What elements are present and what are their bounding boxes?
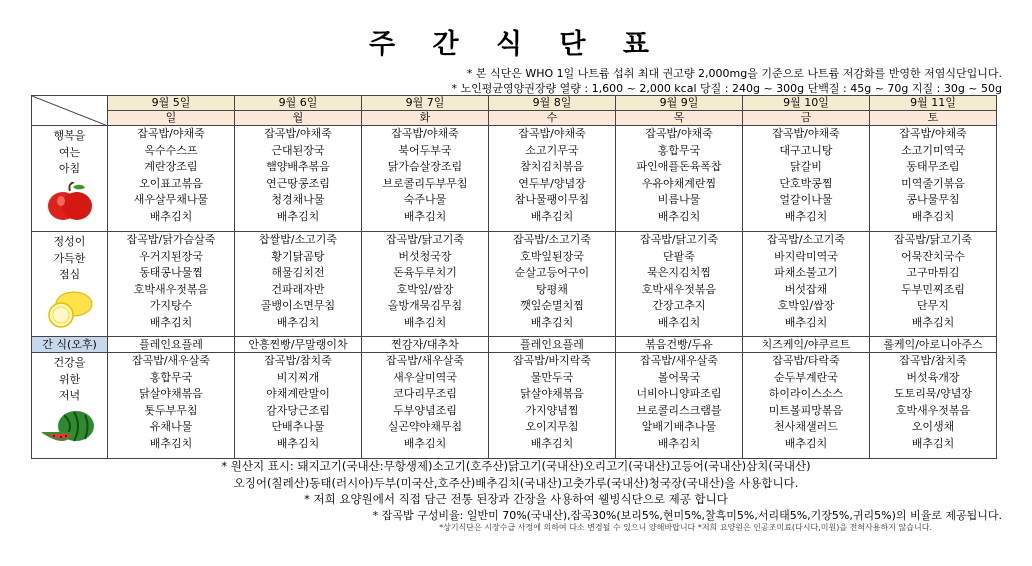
- nutrition-notice: * 노인평균영양권장량 열량 : 1,600 ~ 2,000 kcal 당질 : 240g ~ 300g 단백질 : 45g ~ 70g 지질 : 30g ~ 50g: [451, 82, 1002, 95]
- label-line: 가득한: [53, 251, 86, 265]
- menu-item: 연근땅콩조림: [266, 176, 330, 190]
- menu-item: 바지락미역국: [774, 249, 838, 263]
- snack-cell: 찐감자/대추차: [362, 337, 489, 353]
- menu-item: 잡곡밥/야채죽: [391, 127, 459, 140]
- menu-item: 소고기미역국: [901, 143, 965, 157]
- menu-item: 파인애플돈육폭찹: [636, 160, 722, 173]
- corner-cell: [32, 96, 108, 126]
- menu-item: 오이지무침: [525, 420, 579, 433]
- date-row: [32, 96, 997, 111]
- date-cell: 9월 11일: [870, 96, 997, 111]
- wellbeing-note: * 저희 요양원에서 직접 담근 전통 된장과 간장을 사용하여 웰빙식단으로 제공 합니다: [304, 492, 728, 506]
- menu-item: 고구마튀김: [906, 266, 960, 279]
- menu-cell: [489, 126, 616, 232]
- menu-cell: [362, 232, 489, 337]
- label-line: 점심: [58, 268, 81, 281]
- lunch-label: [32, 232, 108, 337]
- menu-item: 잡곡밥/새우살죽: [639, 354, 719, 367]
- menu-item: 두부민찌조림: [901, 282, 965, 296]
- weekly-menu-table: [31, 95, 997, 459]
- menu-item: 닭살야채볶음: [520, 387, 584, 400]
- menu-item: 닭살야채볶음: [139, 387, 203, 400]
- menu-item: 배추김치: [403, 436, 447, 450]
- menu-item: 단호박콩찜: [779, 176, 833, 190]
- menu-cell: [108, 353, 235, 459]
- snack-cell: 플레인요플레: [489, 337, 616, 353]
- menu-item: 잡곡밥/야채죽: [645, 127, 713, 140]
- menu-item: 가지탕수: [149, 299, 193, 312]
- menu-item: 잡곡밥/참치죽: [264, 354, 332, 367]
- menu-item: 배추김치: [149, 209, 193, 223]
- menu-item: 배추김치: [530, 436, 574, 450]
- menu-item: 배추김치: [149, 315, 193, 329]
- snack-label: 간 식(오후): [32, 337, 108, 353]
- menu-item: 배추김치: [911, 436, 955, 450]
- menu-item: 잡곡밥/새우살죽: [385, 354, 465, 367]
- menu-item: 브로콜리두부무침: [382, 176, 468, 190]
- label-line: 위한: [58, 372, 81, 386]
- snack-cell: 안흥찐빵/무말랭이차: [235, 337, 362, 353]
- menu-item: 버섯청국장: [398, 249, 452, 263]
- lunch-row: [32, 232, 997, 337]
- menu-item: 홍합무국: [149, 370, 193, 384]
- menu-item: 감자당근조림: [266, 403, 330, 417]
- snack-row: [32, 337, 997, 353]
- menu-item: 잡곡밥/닭고기죽: [385, 233, 465, 246]
- weekday-cell: 일: [108, 111, 235, 126]
- menu-cell: [870, 353, 997, 459]
- disclaimer-note: *상기식단은 시장수급 사정에 의하여 다소 변경될 수 있으니 양해바랍니다 *저희 요양원은 인공조미료(다시다,미원)을 전혀사용하지 않습니다.: [439, 523, 932, 532]
- menu-item: 대구고니탕: [779, 143, 833, 157]
- sodium-notice: * 본 식단은 WHO 1일 나트륨 섭취 최대 권고량 2,000mg을 기준으로 나트륨 저감화를 반영한 저염식단입니다.: [466, 67, 1002, 80]
- weekday-cell: 수: [489, 111, 616, 126]
- menu-item: 배추김치: [149, 436, 193, 450]
- menu-cell: [108, 232, 235, 337]
- menu-cell: [616, 353, 743, 459]
- menu-item: 천사채샐러드: [774, 420, 838, 433]
- menu-item: 햄양배추볶음: [266, 160, 330, 173]
- date-cell: 9월 9일: [616, 96, 743, 111]
- menu-item: 닭갈비: [790, 160, 822, 173]
- menu-item: 야채계란말이: [266, 387, 330, 400]
- menu-item: 단무지: [917, 299, 949, 312]
- page-title: 주 간 식 단 표: [368, 29, 663, 60]
- menu-cell: [743, 126, 870, 232]
- menu-item: 배추김치: [657, 209, 701, 223]
- menu-item: 순살고등어구이: [514, 266, 590, 279]
- dinner-label: [32, 353, 108, 459]
- menu-item: 배추김치: [530, 315, 574, 329]
- menu-item: 배추김치: [276, 315, 320, 329]
- menu-item: 잡곡밥/닭가슴살죽: [126, 233, 216, 246]
- date-cell: 9월 7일: [362, 96, 489, 111]
- date-cell: 9월 6일: [235, 96, 362, 111]
- menu-item: 우유야채계란찜: [641, 176, 717, 190]
- menu-item: 동태무조림: [906, 160, 960, 173]
- menu-item: 버섯육개장: [906, 370, 960, 384]
- menu-item: 배추김치: [530, 209, 574, 223]
- menu-cell: [743, 232, 870, 337]
- menu-item: 참나물팽이무침: [514, 193, 590, 206]
- menu-item: 홍합무국: [657, 143, 701, 157]
- menu-item: 단배추나물: [271, 420, 325, 433]
- menu-item: 파채소불고기: [774, 266, 838, 279]
- menu-item: 콩나물무침: [906, 193, 960, 206]
- menu-item: 황기닭곰탕: [271, 249, 325, 263]
- lemon-icon: [44, 288, 96, 328]
- label-line: 저녁: [58, 389, 81, 402]
- menu-item: 해물김치전: [271, 266, 325, 279]
- menu-item: 단팥죽: [663, 249, 695, 263]
- watermelon-icon: [42, 409, 98, 447]
- menu-cell: [616, 232, 743, 337]
- menu-item: 호박새우젓볶음: [641, 282, 717, 296]
- menu-item: 배추김치: [657, 436, 701, 450]
- snack-cell: 치즈케익/야쿠르트: [743, 337, 870, 353]
- menu-item: 배추김치: [911, 315, 955, 329]
- label-line: 여는: [58, 145, 81, 159]
- snack-cell: 플레인요플레: [108, 337, 235, 353]
- weekday-cell: 토: [870, 111, 997, 126]
- weekday-cell: 화: [362, 111, 489, 126]
- menu-item: 오이생채: [911, 420, 955, 433]
- menu-item: 배추김치: [657, 315, 701, 329]
- label-line: 행복을: [53, 129, 86, 142]
- menu-item: 호박새우젓볶음: [133, 282, 209, 296]
- snack-cell: 볶음건빵/두유: [616, 337, 743, 353]
- menu-item: 오이표고볶음: [139, 176, 203, 190]
- menu-item: 미역줄기볶음: [901, 176, 965, 190]
- menu-cell: [362, 126, 489, 232]
- menu-item: 브로콜리스크램블: [636, 403, 722, 417]
- menu-item: 잡곡밥/야채죽: [518, 127, 586, 140]
- date-cell: 9월 8일: [489, 96, 616, 111]
- menu-item: 실곤약야채무침: [387, 420, 463, 433]
- origin-line-1: * 원산지 표시: 돼지고기(국내산:무항생제)소고기(호주산)닭고기(국내산)오리고기(국내산)고등어(국내산)삼치(국내산): [221, 459, 811, 473]
- menu-item: 배추김치: [276, 209, 320, 223]
- menu-cell: [235, 353, 362, 459]
- menu-item: 순두부계란국: [774, 370, 838, 384]
- weekday-row: [32, 111, 997, 126]
- menu-item: 알배기배추나물: [641, 420, 717, 433]
- menu-item: 찹쌀밥/소고기죽: [258, 233, 338, 246]
- label-line: 아침: [58, 162, 81, 175]
- menu-item: 건파래자반: [271, 282, 325, 296]
- menu-item: 잡곡밥/타락죽: [772, 354, 840, 367]
- weekday-cell: 목: [616, 111, 743, 126]
- menu-cell: [616, 126, 743, 232]
- menu-cell: [870, 126, 997, 232]
- menu-item: 계란장조림: [144, 160, 198, 173]
- label-line: 건강을: [53, 356, 86, 369]
- menu-item: 잡곡밥/소고기죽: [766, 233, 846, 246]
- menu-item: 잡곡밥/야채죽: [137, 127, 205, 140]
- menu-cell: [108, 126, 235, 232]
- menu-item: 묵은지김치찜: [647, 266, 711, 279]
- date-cell: 9월 5일: [108, 96, 235, 111]
- menu-item: 배추김치: [403, 315, 447, 329]
- menu-item: 소고기무국: [525, 143, 579, 157]
- menu-item: 어묵잔치국수: [901, 249, 965, 263]
- menu-item: 비지찌개: [276, 370, 320, 384]
- menu-item: 탕평채: [536, 282, 568, 296]
- date-cell: 9월 10일: [743, 96, 870, 111]
- menu-item: 배추김치: [784, 315, 828, 329]
- menu-item: 배추김치: [784, 436, 828, 450]
- menu-item: 코다리무조림: [393, 387, 457, 400]
- menu-item: 미트볼피망볶음: [768, 403, 844, 417]
- menu-cell: [235, 126, 362, 232]
- menu-item: 연두부/양념장: [518, 176, 586, 190]
- menu-cell: [235, 232, 362, 337]
- menu-item: 간장고추지: [652, 299, 706, 312]
- menu-item: 참치김치볶음: [520, 160, 584, 173]
- menu-item: 동태콩나물찜: [139, 266, 203, 279]
- menu-item: 호박잎/쌈장: [396, 282, 454, 296]
- menu-item: 가지양념찜: [525, 403, 579, 417]
- menu-item: 호박잎/쌈장: [777, 299, 835, 312]
- menu-item: 잡곡밥/야채죽: [264, 127, 332, 140]
- menu-item: 두부양념조림: [393, 403, 457, 417]
- breakfast-label: [32, 126, 108, 232]
- menu-item: 잡곡밥/바지락죽: [512, 354, 592, 367]
- menu-item: 새우살미역국: [393, 370, 457, 384]
- menu-item: 도토리묵/양념장: [893, 387, 973, 400]
- apple-icon: [44, 182, 96, 222]
- menu-item: 청경채나물: [271, 193, 325, 206]
- menu-item: 버섯잡채: [784, 282, 828, 296]
- menu-item: 숙주나물: [403, 193, 447, 206]
- menu-item: 근대된장국: [271, 143, 325, 157]
- diagonal-line: [32, 96, 108, 126]
- menu-item: 유채나물: [149, 420, 193, 433]
- breakfast-row: [32, 126, 997, 232]
- menu-cell: [743, 353, 870, 459]
- menu-item: 비름나물: [657, 193, 701, 206]
- menu-item: 옥수수스프: [144, 143, 198, 157]
- menu-item: 북어두부국: [398, 143, 452, 157]
- menu-item: 배추김치: [276, 436, 320, 450]
- menu-cell: [870, 232, 997, 337]
- menu-item: 골뱅이소면무침: [260, 299, 336, 312]
- menu-item: 잡곡밥/야채죽: [772, 127, 840, 140]
- weekday-cell: 금: [743, 111, 870, 126]
- menu-item: 하이라이스소스: [768, 387, 844, 400]
- weekday-cell: 월: [235, 111, 362, 126]
- menu-cell: [362, 353, 489, 459]
- menu-item: 새우살무채나물: [133, 193, 209, 206]
- menu-item: 호박새우젓볶음: [895, 403, 971, 417]
- menu-item: 배추김치: [784, 209, 828, 223]
- menu-item: 닭가슴살장조림: [387, 160, 463, 173]
- menu-item: 잡곡밥/닭고기죽: [893, 233, 973, 246]
- menu-cell: [489, 353, 616, 459]
- menu-item: 물만두국: [530, 370, 574, 384]
- menu-item: 잡곡밥/야채죽: [899, 127, 967, 140]
- menu-item: 얼갈이나물: [779, 193, 833, 206]
- menu-item: 배추김치: [911, 209, 955, 223]
- menu-item: 잡곡밥/소고기죽: [512, 233, 592, 246]
- label-line: 정성이: [53, 235, 86, 248]
- menu-cell: [489, 232, 616, 337]
- menu-item: 호박잎된장국: [520, 249, 584, 263]
- menu-item: 올방개묵김무침: [387, 299, 463, 312]
- menu-item: 너비아니양파조림: [636, 387, 722, 400]
- menu-item: 잡곡밥/새우살죽: [131, 354, 211, 367]
- menu-item: 우거지된장국: [139, 249, 203, 263]
- menu-item: 볼어묵국: [657, 370, 701, 384]
- menu-item: 배추김치: [403, 209, 447, 223]
- menu-item: 잡곡밥/참치죽: [899, 354, 967, 367]
- menu-item: 돈육두루치기: [393, 266, 457, 279]
- grain-ratio-note: * 잡곡밥 구성비율: 일반미 70%(국내산),잡곡30%(보리5%,현미5%,찰흑미5%,서리태5%,기장5%,귀리5%)의 비율로 제공됩니다.: [372, 509, 1002, 522]
- menu-item: 깻잎순멸치찜: [520, 299, 584, 312]
- snack-cell: 롤케익/아로니아주스: [870, 337, 997, 353]
- dinner-row: [32, 353, 997, 459]
- origin-line-2: 오징어(칠레산)동태(러시아)두부(미국산,호주산)배추김치(국내산)고춧가루(국내산)청국장(국내산)을 사용합니다.: [233, 476, 799, 490]
- menu-item: 톳두부무침: [144, 403, 198, 417]
- menu-item: 잡곡밥/닭고기죽: [639, 233, 719, 246]
